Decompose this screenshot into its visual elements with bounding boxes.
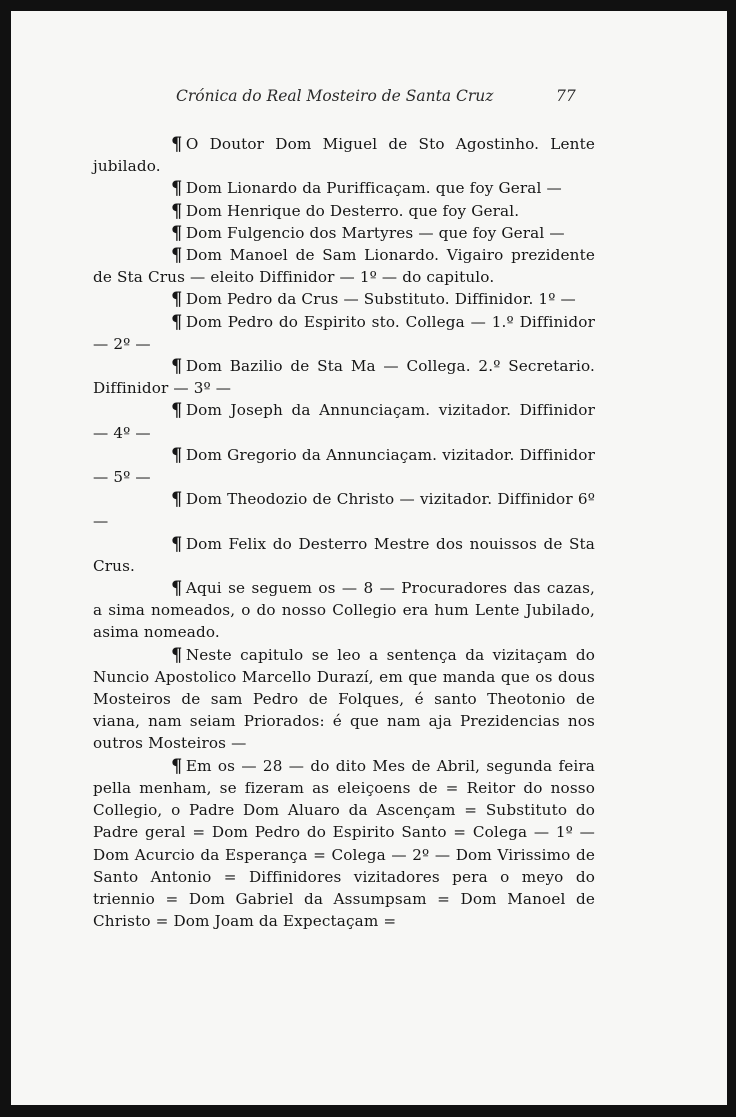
paragraph-text: Aqui se seguem os — 8 — Procuradores das cazas, a sima nomeados, o do nosso Collegio era hum Lente Jubilado, asima nomeado. — [93, 579, 595, 642]
paragraph-mark-icon: ¶ — [171, 643, 183, 666]
paragraph-text: Dom Henrique do Desterro. que foy Geral. — [185, 201, 520, 220]
paragraph-mark-icon: ¶ — [171, 443, 183, 467]
paragraph-text: Dom Lionardo da Purifficaçam. que foy Geral — — [185, 179, 562, 198]
paragraph-mark-icon: ¶ — [171, 132, 183, 156]
paragraph-mark-icon: ¶ — [171, 487, 183, 511]
paragraph — [93, 488, 595, 532]
paragraph — [93, 755, 595, 933]
paragraph-mark-icon: ¶ — [171, 576, 183, 600]
paragraph — [93, 133, 595, 177]
paragraph-text: Dom Felix do Desterro Mestre dos nouissos de Sta Crus. — [93, 534, 595, 575]
paragraph-text: Em os — 28 — do dito Mes de Abril, segunda feira pella menham, se fizeram as eleiçoens de = Reitor do nosso Collegio, o Padre Dom Aluaro da Ascençam = Substituto do Padre geral = Dom Pedro do Espirito Santo = Colega — 1º — Dom Acurcio da Esperança = Colega — 2º — Dom Virissimo de Santo Antonio = Diffinidores vizitadores pera o meyo do triennio = Dom Gabriel da Assumpsam = Dom Manoel de Christo = Dom Joam da Expectaçam = — [93, 756, 595, 931]
paragraph — [93, 444, 595, 488]
paragraph-mark-icon: ¶ — [171, 177, 183, 200]
paragraph-text: O Doutor Dom Miguel de Sto Agostinho. Lente jubilado. — [93, 135, 595, 176]
paragraph — [93, 644, 595, 755]
paragraph — [93, 244, 595, 288]
paragraph-text: Dom Pedro do Espirito sto. Collega — 1.º Diffinidor — 2º — — [93, 312, 595, 353]
paragraph-mark-icon: ¶ — [171, 221, 183, 245]
paragraph-mark-icon: ¶ — [171, 354, 183, 378]
paragraph-mark-icon: ¶ — [171, 243, 183, 267]
paragraph-text: Dom Gregorio da Annunciaçam. vizitador. Diffinidor — 5º — — [93, 445, 595, 487]
paragraph-text: Dom Bazilio de Sta Ma — Collega. 2.º Secretario. Diffinidor — 3º — — [93, 357, 595, 398]
paragraph-mark-icon: ¶ — [171, 399, 183, 422]
paragraph-mark-icon: ¶ — [171, 288, 183, 311]
page-number: 77 — [556, 87, 576, 105]
page-body — [93, 133, 595, 932]
paragraph-text: Dom Pedro da Crus — Substituto. Diffinidor. 1º — — [185, 290, 576, 309]
paragraph-text: Neste capitulo se leo a sentença da vizitaçam do Nuncio Apostolico Marcello Durazí, em que manda que os dous Mosteiros de sam Pedro de Folques, é santo Theotonio de viana, nam seiam Priorados: é que nam aja Prezidencias nos outros Mosteiros — — [93, 645, 595, 753]
paragraph-text: Dom Theodozio de Christo — vizitador. Diffinidor 6º — — [93, 490, 595, 531]
running-header — [11, 87, 727, 109]
paragraph — [93, 533, 595, 577]
paragraph-mark-icon: ¶ — [171, 754, 183, 777]
paragraph-mark-icon: ¶ — [171, 532, 183, 555]
paragraph — [93, 311, 595, 355]
paragraph-text: Dom Fulgencio dos Martyres — que foy Geral — — [185, 223, 565, 242]
paragraph-mark-icon: ¶ — [171, 310, 183, 333]
paragraph-mark-icon: ¶ — [171, 199, 183, 222]
paragraph-text: Dom Manoel de Sam Lionardo. Vigairo prezidente de Sta Crus — eleito Diffinidor — 1º — do capitulo. — [93, 246, 595, 287]
running-title: Crónica do Real Mosteiro de Santa Cruz — [176, 87, 494, 105]
book-page — [11, 11, 727, 1105]
paragraph — [93, 399, 595, 443]
paragraph — [93, 355, 595, 399]
paragraph — [93, 577, 595, 644]
paragraph-text: Dom Joseph da Annunciaçam. vizitador. Diffinidor — 4º — — [93, 401, 595, 442]
